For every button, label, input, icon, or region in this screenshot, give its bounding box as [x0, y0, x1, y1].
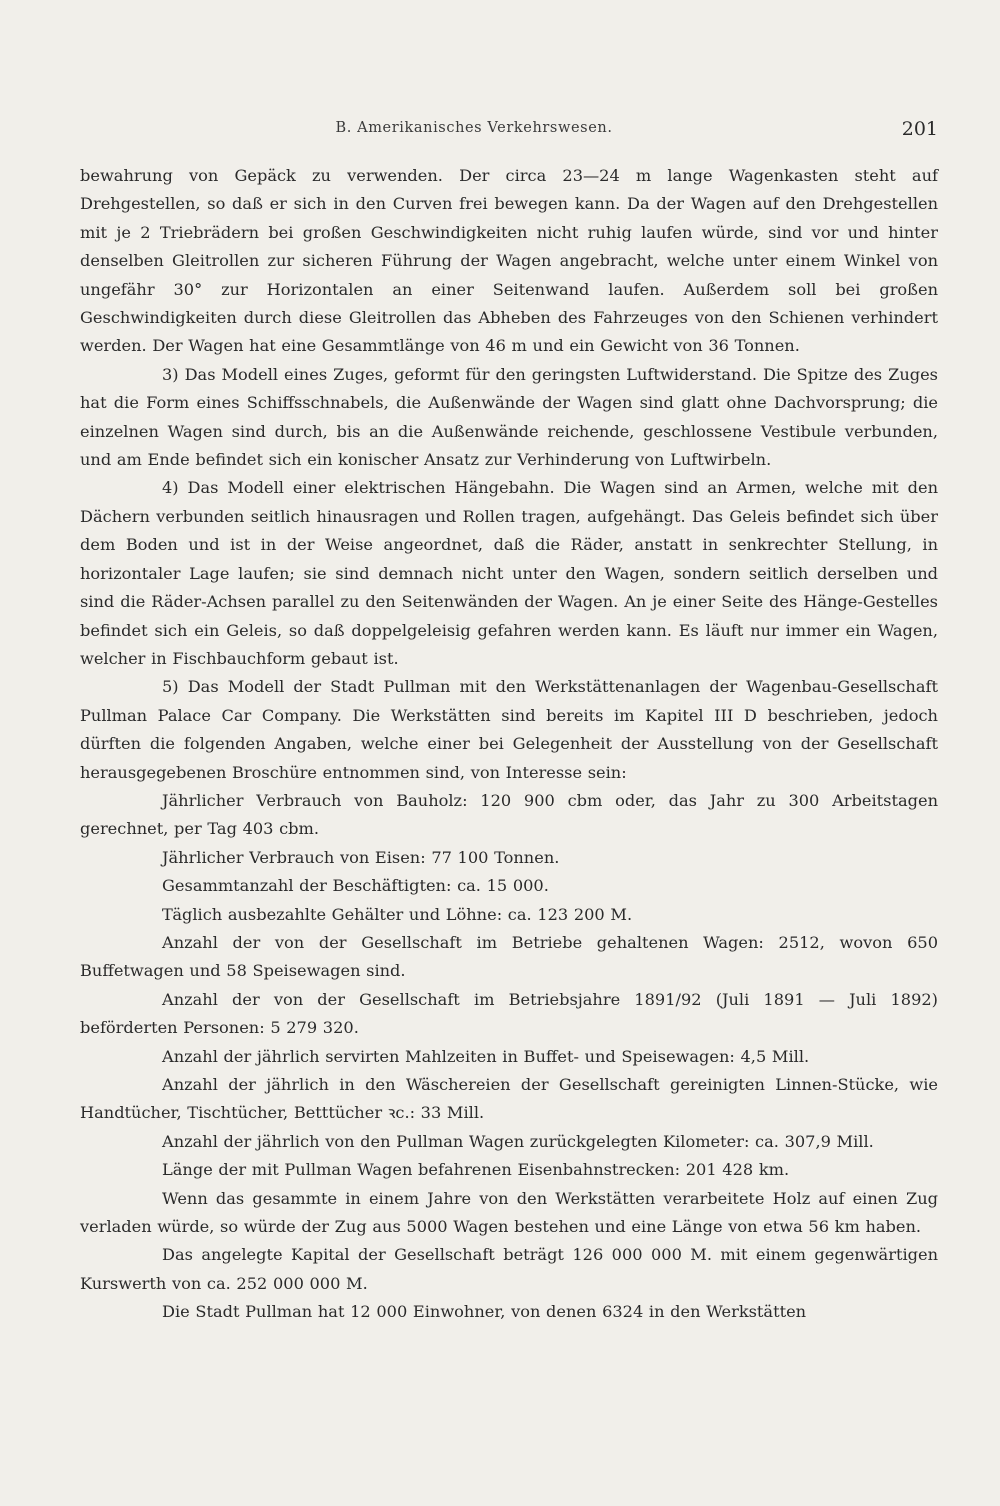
stat-kilometers: Anzahl der jährlich von den Pullman Wagen zurückgelegten Kilometer: ca. 307,9 Mill.	[162, 1131, 874, 1151]
stat-meals: Anzahl der jährlich servirten Mahlzeiten in Buffet- und Speisewagen: 4,5 Mill.	[162, 1046, 810, 1066]
stat-employees: Gesammtanzahl der Beschäftigten: ca. 15 000.	[162, 876, 549, 896]
running-head: B. Amerikanisches Verkehrswesen.	[335, 120, 613, 136]
body-text	[80, 162, 938, 1327]
stat-linen: Anzahl der jährlich in den Wäschereien der Gesellschaft gereinigten Linnen-Stücke, wie Handtücher, Tischtücher, Betttücher ꝛc.: 33 Mill.	[80, 1075, 938, 1123]
stat-iron: Jährlicher Verbrauch von Eisen: 77 100 Tonnen.	[162, 847, 560, 867]
stat-track-length: Länge der mit Pullman Wagen befahrenen Eisenbahnstrecken: 201 428 km.	[162, 1160, 790, 1180]
stat-cars: Anzahl der von der Gesellschaft im Betriebe gehaltenen Wagen: 2512, wovon 650 Buffetwagen und 58 Speisewagen sind.	[80, 932, 938, 981]
paragraph-capital: Das angelegte Kapital der Gesellschaft beträgt 126 000 000 M. mit einem gegenwärtigen Kurswerth von ca. 252 000 000 M.	[80, 1245, 938, 1293]
paragraph-item-5: 5) Das Modell der Stadt Pullman mit den Werkstättenanlagen der Wagenbau-Gesellschaft Pullman Palace Car Company. Die Werkstätten sind bereits im Kapitel III D beschrieben, jedoch dürften die folgenden Angaben, welche einer bei Gelegenheit der Ausstellung von der Gesellschaft herausgegebenen Broschüre entnommen sind, von Interesse sein:	[80, 677, 938, 782]
paragraph-continuation: bewahrung von Gepäck zu verwenden. Der circa 23—24 m lange Wagenkasten steht auf Drehgestellen, so daß er sich in den Curven frei bewegen kann. Da der Wagen auf den Drehgestellen mit je 2 Triebrädern bei großen Geschwindigkeiten nicht ruhig laufen würde, sind vor und hinter denselben Gleitrollen zur sicheren Führung der Wagen angebracht, welche unter einem Winkel von ungefähr 30° zur Horizontalen an einer Seitenwand laufen. Außerdem soll bei großen Geschwindigkeiten durch diese Gleitrollen das Abheben des Fahrzeuges von den Schienen verhindert werden. Der Wagen hat eine Gesammtlänge von 46 m und ein Gewicht von 36 Tonnen.	[80, 166, 938, 356]
paragraph-population: Die Stadt Pullman hat 12 000 Einwohner, von denen 6324 in den Werkstätten	[162, 1302, 807, 1322]
stat-wages: Täglich ausbezahlte Gehälter und Löhne: ca. 123 200 M.	[162, 904, 633, 924]
paragraph-item-4: 4) Das Modell einer elektrischen Hängebahn. Die Wagen sind an Armen, welche mit den Dächern verbunden seitlich hinausragen und Rollen tragen, aufgehängt. Das Geleis befindet sich über dem Boden und ist in der Weise angeordnet, daß die Räder, anstatt in senkrechter Stellung, in horizontaler Lage laufen; sie sind demnach nicht unter den Wagen, sondern seitlich derselben und sind die Räder-Achsen parallel zu den Seitenwänden der Wagen. An je einer Seite des Hänge-Gestelles befindet sich ein Geleis, so daß doppelgeleisig gefahren werden kann. Es läuft nur immer ein Wagen, welcher in Fischbauchform gebaut ist.	[80, 478, 938, 668]
stat-passengers: Anzahl der von der Gesellschaft im Betriebsjahre 1891/92 (Juli 1891 — Juli 1892) beförderten Personen: 5 279 320.	[80, 989, 938, 1038]
paragraph-timber-train: Wenn das gesammte in einem Jahre von den Werkstätten verarbeitete Holz auf einen Zug verladen würde, so würde der Zug aus 5000 Wagen bestehen und eine Länge von etwa 56 km haben.	[80, 1188, 938, 1237]
stat-lumber: Jährlicher Verbrauch von Bauholz: 120 900 cbm oder, das Jahr zu 300 Arbeitstagen gerechnet, per Tag 403 cbm.	[80, 790, 938, 839]
paragraph-item-3: 3) Das Modell eines Zuges, geformt für den geringsten Luftwiderstand. Die Spitze des Zuges hat die Form eines Schiffsschnabels, die Außenwände der Wagen sind glatt ohne Dachvorsprung; die einzelnen Wagen sind durch, bis an die Außenwände reichende, geschlossene Vestibule verbunden, und am Ende befindet sich ein konischer Ansatz zur Verhinderung von Luftwirbeln.	[80, 364, 938, 470]
page-number: 201	[901, 118, 938, 140]
page-header	[80, 118, 938, 148]
